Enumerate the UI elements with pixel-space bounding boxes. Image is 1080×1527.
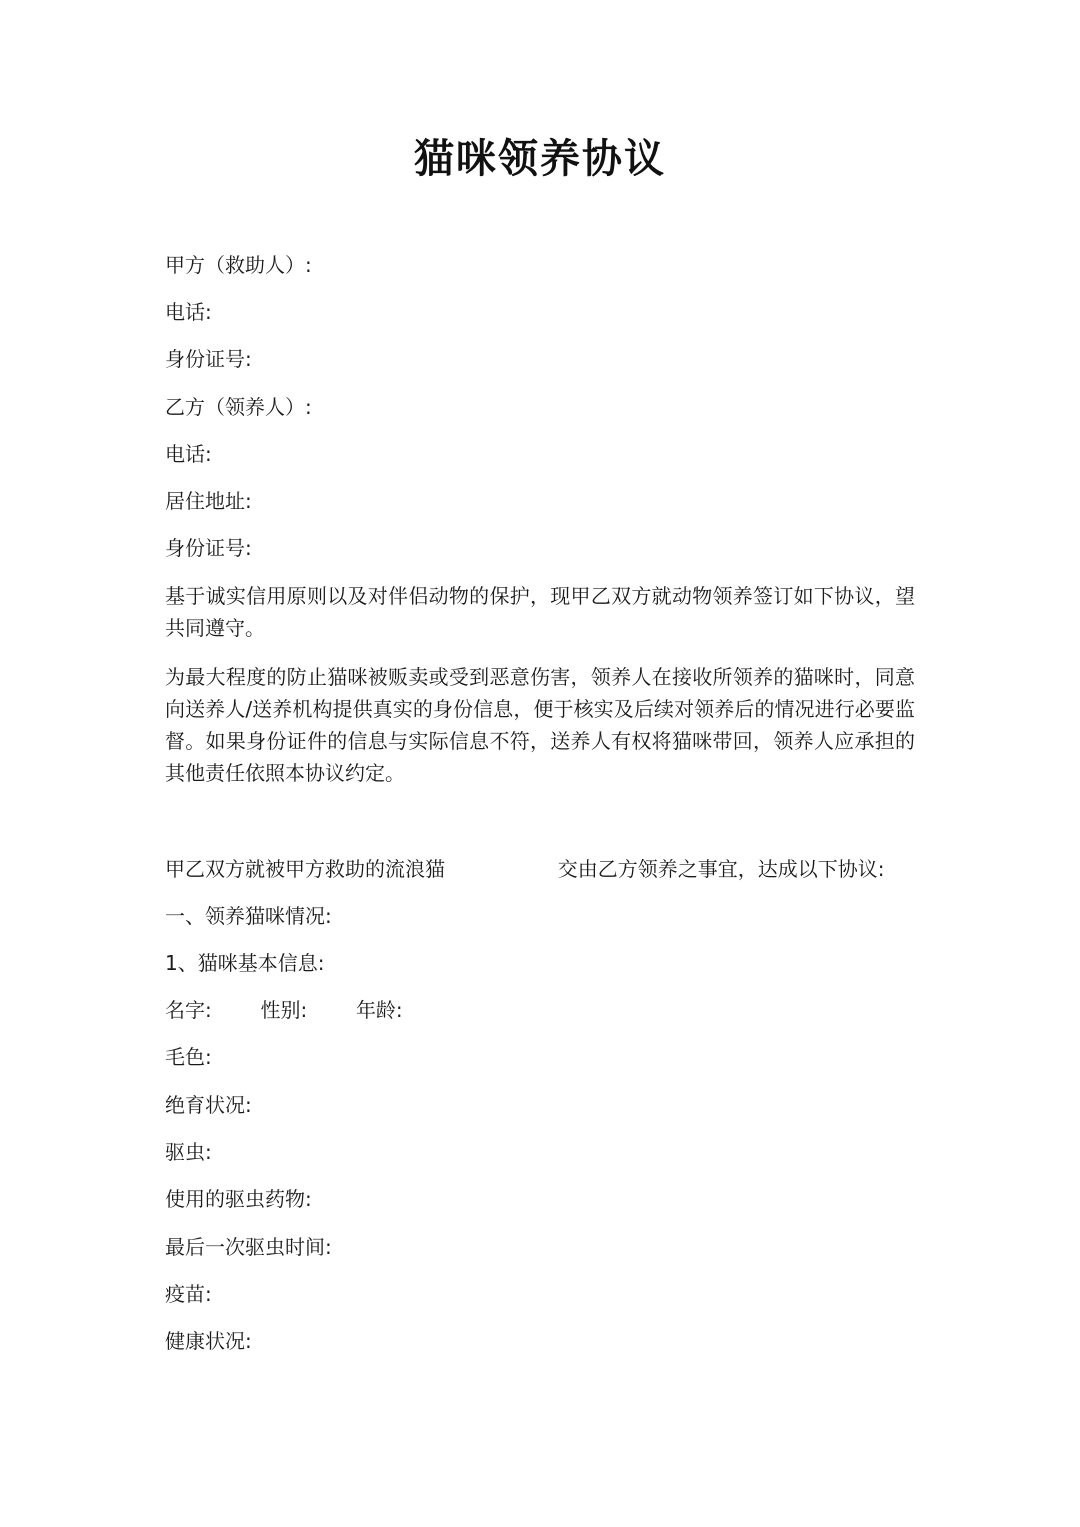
section1-heading: 一、领养猫咪情况: [165,904,332,928]
identity-paragraph: 为最大程度的防止猫咪被贩卖或受到恶意伤害，领养人在接收所领养的猫咪时，同意向送养人/送养机构提供真实的身份信息，便于核实及后续对领养后的情况进行必要监督。如果身份证件的信息与实际信息不符，送养人有权将猫咪带回，领养人应承担的其他责任依照本协议约定。 [165,665,915,785]
name-label: 名字: [165,998,212,1022]
deworming-label: 驱虫: [165,1140,212,1164]
party-b-id-number: 身份证号: [165,536,252,560]
basic-info-row [165,996,403,1024]
party-a-label: 甲方（救助人）: [165,253,312,277]
fur-color-label: 毛色: [165,1045,212,1069]
agreement-intro [165,855,884,883]
party-b-phone: 电话: [165,442,212,466]
party-a-phone: 电话: [165,300,212,324]
section1-subheading: 1、猫咪基本信息: [165,951,325,975]
age-label: 年龄: [355,998,403,1022]
last-deworming-label: 最后一次驱虫时间: [165,1235,332,1259]
vaccine-label: 疫苗: [165,1282,212,1306]
neuter-status-label: 绝育状况: [165,1093,252,1117]
document-title: 猫咪领养协议 [414,136,666,182]
deworming-drug-label: 使用的驱虫药物: [165,1187,312,1211]
principle-paragraph: 基于诚实信用原则以及对伴侣动物的保护，现甲乙双方就动物领养签订如下协议，望共同遵守。 [165,584,915,640]
gender-label: 性别: [260,998,308,1022]
agreement-intro-part2: 交由乙方领养之事宜，达成以下协议: [557,857,885,881]
health-label: 健康状况: [165,1329,252,1353]
party-b-label: 乙方（领养人）: [165,395,312,419]
party-b-address: 居住地址: [165,489,252,513]
party-a-id-number: 身份证号: [165,347,252,371]
agreement-intro-part1: 甲乙双方就被甲方救助的流浪猫 [165,857,445,881]
